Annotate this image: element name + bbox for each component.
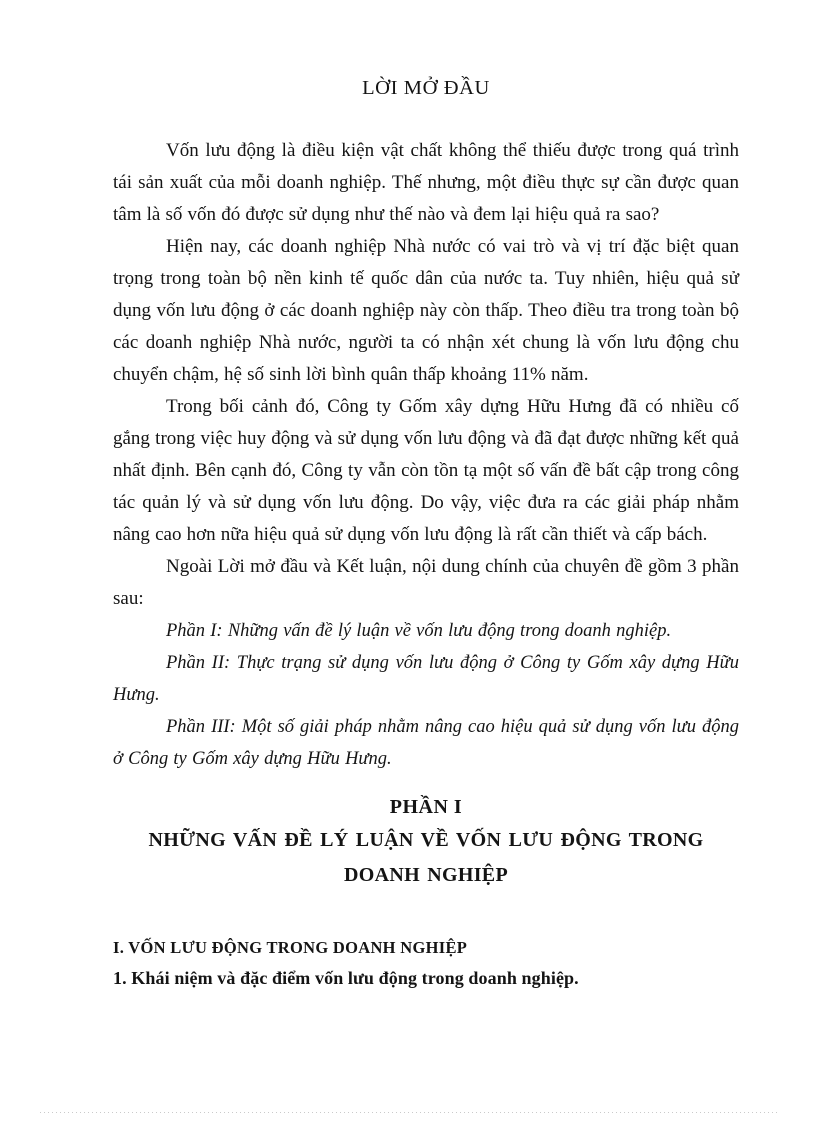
- section-heading-block: [113, 933, 739, 993]
- text-column: [113, 0, 739, 993]
- section-heading-level-2: 1. Khái niệm và đặc điểm vốn lưu động trong doanh nghiệp.: [113, 967, 579, 988]
- paragraph-1: Vốn lưu động là điều kiện vật chất không thể thiếu được trong quá trình tái sản xuất của mỗi doanh nghiệp. Thế nhưng, một điều thực sự cần được quan tâm là số vốn đó được sử dụng như thế nào và đem lại hiệu quả ra sao?: [113, 139, 739, 225]
- section-heading-level-1: I. VỐN LƯU ĐỘNG TRONG DOANH NGHIỆP: [113, 937, 468, 957]
- body-text-block: [113, 135, 739, 775]
- document-title: LỜI MỞ ĐẦU: [362, 77, 490, 99]
- part-list-item-1: Phần I: Những vấn đề lý luận về vốn lưu động trong doanh nghiệp.: [166, 620, 672, 641]
- paragraph-4: Ngoài Lời mở đầu và Kết luận, nội dung chính của chuyên đề gồm 3 phần sau:: [113, 555, 739, 609]
- part-list-item-3: Phần III: Một số giải pháp nhằm nâng cao hiệu quả sử dụng vốn lưu động ở Công ty Gốm xây dựng Hữu Hưng.: [113, 716, 739, 769]
- part-title-heading: NHỮNG VẤN ĐỀ LÝ LUẬN VỀ VỐN LƯU ĐỘNG TRONG DOANH NGHIỆP: [148, 828, 704, 886]
- part-list-item-2: Phần II: Thực trạng sử dụng vốn lưu động ở Công ty Gốm xây dựng Hữu Hưng.: [113, 652, 739, 705]
- part-heading-block: [113, 791, 739, 893]
- paragraph-2: Hiện nay, các doanh nghiệp Nhà nước có vai trò và vị trí đặc biệt quan trọng trong toàn bộ nền kinh tế quốc dân của nước ta. Tuy nhiên, hiệu quả sử dụng vốn lưu động ở các doanh nghiệp này còn thấp. Theo điều tra trong toàn bộ các doanh nghiệp Nhà nước, người ta có nhận xét chung là vốn lưu động chu chuyển chậm, hệ số sinh lời bình quân thấp khoảng 11% năm.: [113, 235, 739, 385]
- paragraph-3: Trong bối cảnh đó, Công ty Gốm xây dựng Hữu Hưng đã có nhiều cố gắng trong việc huy động và sử dụng vốn lưu động và đã đạt được những kết quả nhất định. Bên cạnh đó, Công ty vẫn còn tồn tạ một số vấn đề bất cập trong công tác quản lý và sử dụng vốn lưu động. Do vậy, việc đưa ra các giải pháp nhằm nâng cao hơn nữa hiệu quả sử dụng vốn lưu động là rất cần thiết và cấp bách.: [113, 395, 739, 545]
- part-number-heading: PHẦN I: [389, 795, 463, 818]
- scan-artifact-line: [40, 1112, 780, 1113]
